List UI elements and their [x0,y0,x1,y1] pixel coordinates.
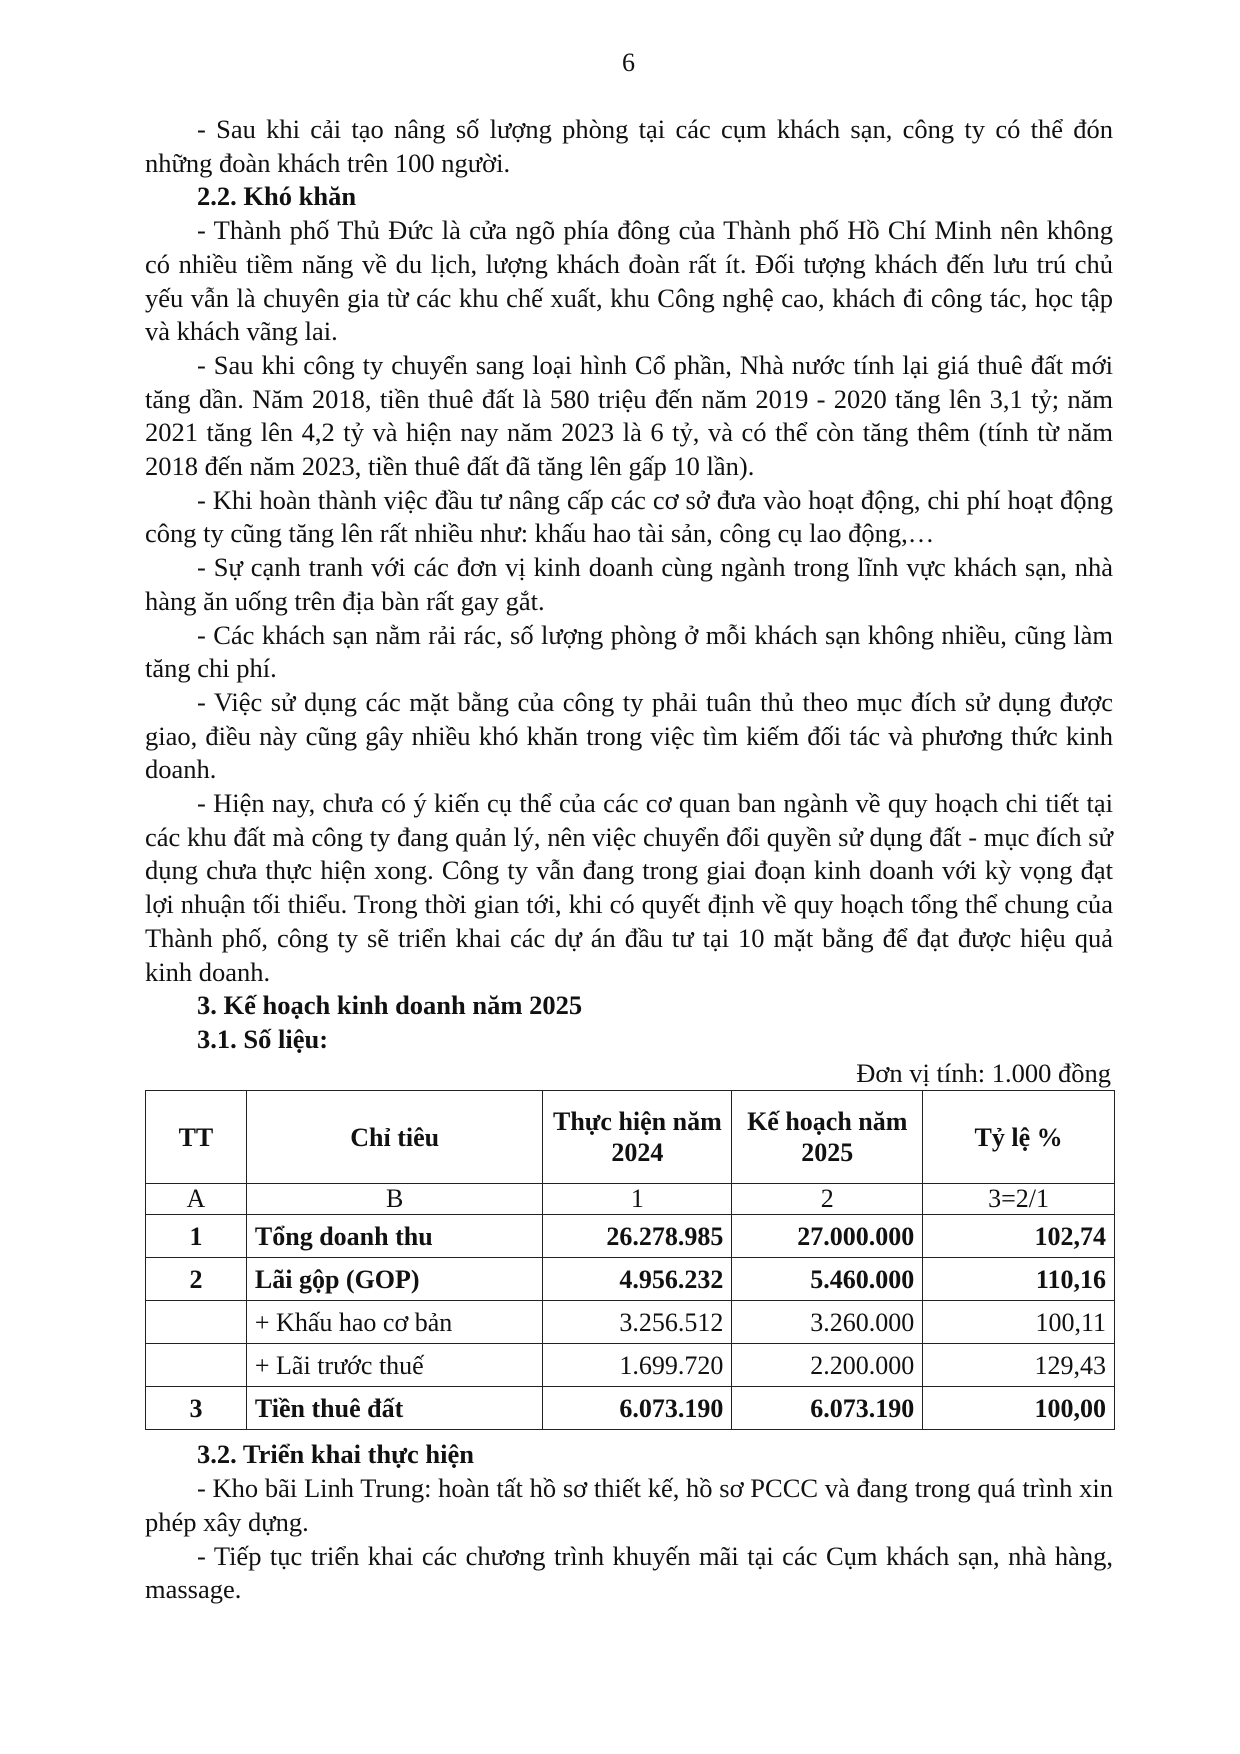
paragraph-difficulty-6: - Việc sử dụng các mặt bằng của công ty phải tuân thủ theo mục đích sử dụng được giao, điều này cũng gây nhiều khó khăn trong việc tìm kiếm đối tác và phương thức kinh doanh. [145,686,1113,785]
row-ratio: 102,74 [923,1215,1115,1258]
row-actual-2024: 1.699.720 [543,1344,732,1387]
row-indicator: + Lãi trước thuế [246,1344,543,1387]
row-ratio: 100,11 [923,1301,1115,1344]
paragraph-intro: - Sau khi cải tạo nâng số lượng phòng tại các cụm khách sạn, công ty có thể đón những đoàn khách trên 100 người. [145,114,1113,178]
header-plan-2025: Kế hoạch năm 2025 [732,1091,923,1184]
paragraph-implementation-2: - Tiếp tục triển khai các chương trình khuyến mãi tại các Cụm khách sạn, nhà hàng, massage. [145,1540,1113,1605]
row-indicator: + Khấu hao cơ bản [246,1301,543,1344]
table-row [146,1344,1115,1387]
row-actual-2024: 3.256.512 [543,1301,732,1344]
heading-3-1: 3.1. Số liệu: [197,1023,329,1054]
row-tt: 3 [146,1387,247,1430]
table-row [146,1215,1115,1258]
row-tt [146,1301,247,1344]
table-row [146,1301,1115,1344]
row-ratio: 129,43 [923,1344,1115,1387]
header-tt: TT [146,1091,247,1184]
table-index-row [146,1184,1115,1215]
index-cell: A [146,1184,247,1215]
header-indicator: Chỉ tiêu [246,1091,543,1184]
paragraph-difficulty-1: - Thành phố Thủ Đức là cửa ngõ phía đông của Thành phố Hồ Chí Minh nên không có nhiều tiềm năng về du lịch, lượng khách đoàn rất ít. Đối tượng khách đến lưu trú chủ yếu vẫn là chuyên gia từ các khu chế xuất, khu Công nghệ cao, khách đi công tác, học tập và khách vãng lai. [145,215,1113,347]
row-indicator: Lãi gộp (GOP) [246,1258,543,1301]
table-row [146,1387,1115,1430]
index-cell: B [246,1184,543,1215]
row-tt [146,1344,247,1387]
paragraph-difficulty-2: - Sau khi công ty chuyển sang loại hình Cổ phần, Nhà nước tính lại giá thuê đất mới tăng dần. Năm 2018, tiền thuê đất là 580 triệu đến năm 2019 - 2020 tăng lên 3,1 tỷ; năm 2021 tăng lên 4,2 tỷ và hiện nay năm 2023 là 6 tỷ, và có thể còn tăng thêm (tính từ năm 2018 đến năm 2023, tiền thuê đất đã tăng lên gấp 10 lần). [145,349,1113,482]
paragraph-difficulty-4: - Sự cạnh tranh với các đơn vị kinh doanh cùng ngành trong lĩnh vực khách sạn, nhà hàng ăn uống trên địa bàn rất gay gắt. [145,552,1113,616]
index-cell: 2 [732,1184,923,1215]
row-actual-2024: 6.073.190 [543,1387,732,1430]
paragraph-implementation-1: - Kho bãi Linh Trung: hoàn tất hồ sơ thiết kế, hồ sơ PCCC và đang trong quá trình xin phép xây dựng. [145,1473,1113,1537]
heading-3-2: 3.2. Triển khai thực hiện [197,1439,475,1470]
unit-note: Đơn vị tính: 1.000 đồng [856,1057,1111,1088]
row-ratio: 110,16 [923,1258,1115,1301]
heading-3: 3. Kế hoạch kinh doanh năm 2025 [197,990,583,1021]
row-ratio: 100,00 [923,1387,1115,1430]
heading-2-2: 2.2. Khó khăn [197,181,357,212]
row-indicator: Tổng doanh thu [246,1215,543,1258]
index-cell: 1 [543,1184,732,1215]
paragraph-difficulty-3: - Khi hoàn thành việc đầu tư nâng cấp các cơ sở đưa vào hoạt động, chi phí hoạt động công ty cũng tăng lên rất nhiều như: khấu hao tài sản, công cụ lao động,… [145,484,1113,549]
row-plan-2025: 2.200.000 [732,1344,923,1387]
header-actual-2024: Thực hiện năm 2024 [543,1091,732,1184]
row-indicator: Tiền thuê đất [246,1387,543,1430]
table-row [146,1258,1115,1301]
row-plan-2025: 6.073.190 [732,1387,923,1430]
row-tt: 1 [146,1215,247,1258]
row-actual-2024: 4.956.232 [543,1258,732,1301]
page-number: 6 [622,48,635,77]
paragraph-difficulty-7: - Hiện nay, chưa có ý kiến cụ thể của các cơ quan ban ngành về quy hoạch chi tiết tại các khu đất mà công ty đang quản lý, nên việc chuyển đổi quyền sử dụng đất - mục đích sử dụng chưa thực hiện xong. Công ty vẫn đang trong giai đoạn kinh doanh với kỳ vọng đạt lợi nhuận tối thiểu. Trong thời gian tới, khi có quyết định về quy hoạch tổng thể chung của Thành phố, công ty sẽ triển khai các dự án đầu tư tại 10 mặt bằng để đạt được hiệu quả kinh doanh. [145,788,1113,987]
row-tt: 2 [146,1258,247,1301]
row-plan-2025: 27.000.000 [732,1215,923,1258]
row-actual-2024: 26.278.985 [543,1215,732,1258]
header-ratio: Tỷ lệ % [923,1091,1115,1184]
paragraph-difficulty-5: - Các khách sạn nằm rải rác, số lượng phòng ở mỗi khách sạn không nhiều, cũng làm tăng chi phí. [145,619,1113,684]
business-plan-table [145,1090,1115,1430]
row-plan-2025: 5.460.000 [732,1258,923,1301]
index-cell: 3=2/1 [923,1184,1115,1215]
document-body [145,113,1113,1607]
row-plan-2025: 3.260.000 [732,1301,923,1344]
table-header-row [146,1091,1115,1184]
